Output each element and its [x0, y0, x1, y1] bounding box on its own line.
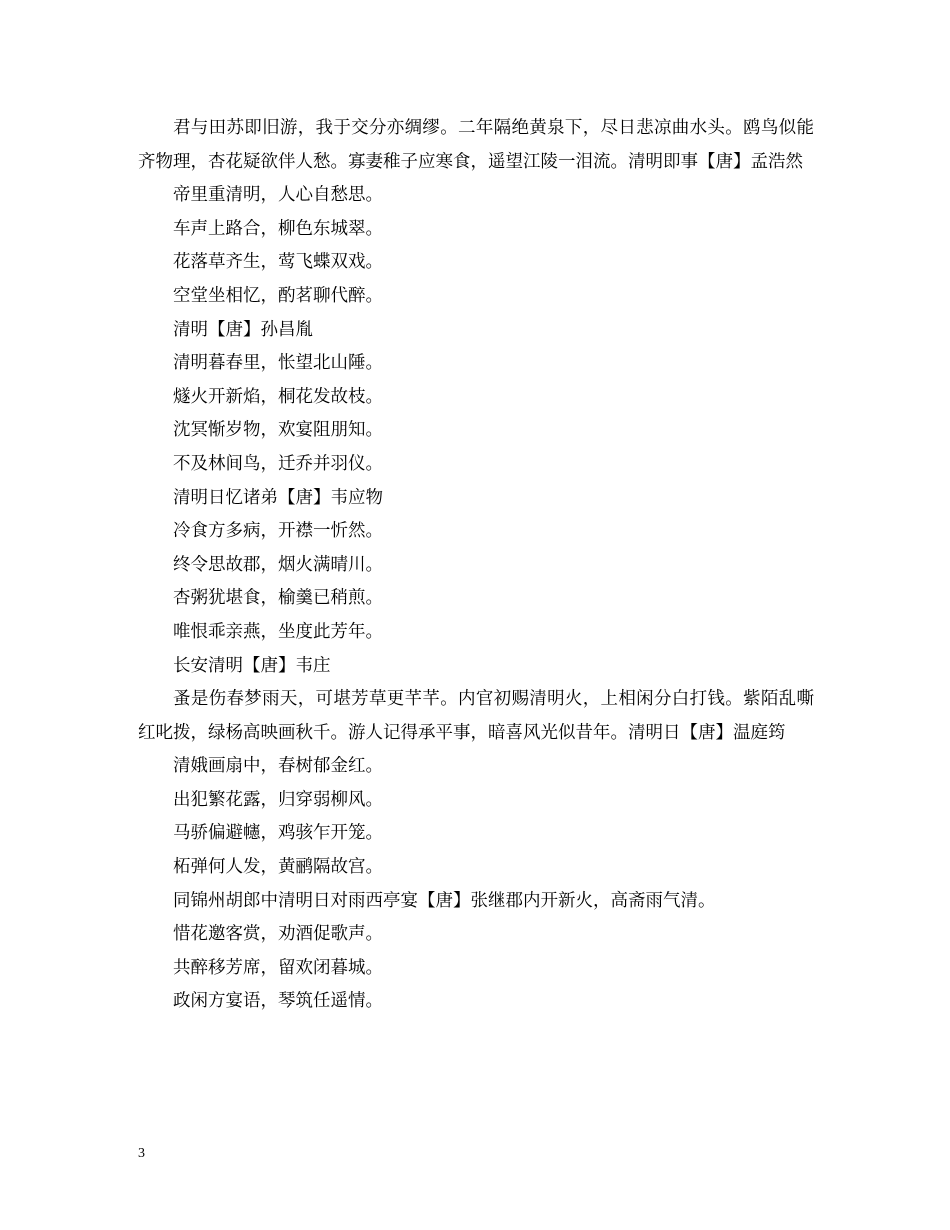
poem-line: 唯恨乖亲燕，坐度此芳年。	[173, 621, 383, 642]
poem-line: 沈冥惭岁物，欢宴阻朋知。	[173, 420, 383, 441]
poem-title: 清明日忆诸弟【唐】韦应物	[173, 487, 383, 508]
poem-line: 帝里重清明，人心自愁思。	[173, 185, 383, 206]
paragraph: 君与田苏即旧游，我于交分亦绸缪。二年隔绝黄泉下，尽日悲凉曲水头。鸥鸟似能齐物理，杏花疑欲伴人愁。寡妻稚子应寒食，遥望江陵一泪流。清明即事【唐】孟浩然	[138, 118, 814, 172]
poem-line: 同锦州胡郎中清明日对雨西亭宴【唐】张继郡内开新火，高斋雨气清。	[173, 890, 716, 911]
poem-title: 清明【唐】孙昌胤	[173, 319, 313, 340]
poem-line: 马骄偏避幰，鸡骇乍开笼。	[173, 823, 383, 844]
poem-line: 不及林间鸟，迁乔并羽仪。	[173, 453, 383, 474]
poem-line: 车声上路合，柳色东城翠。	[173, 218, 383, 239]
poem-line: 冷食方多病，开襟一忻然。	[173, 521, 383, 542]
document-body	[138, 112, 814, 1019]
poem-line: 出犯繁花露，归穿弱柳风。	[173, 789, 383, 810]
poem-line: 清明暮春里，怅望北山陲。	[173, 353, 383, 374]
poem-line: 清娥画扇中，春树郁金红。	[173, 756, 383, 777]
poem-line: 共醉移芳席，留欢闭暮城。	[173, 957, 383, 978]
paragraph: 蚤是伤春梦雨天，可堪芳草更芊芊。内官初赐清明火，上相闲分白打钱。紫陌乱嘶红叱拨，绿杨高映画秋千。游人记得承平事，暗喜风光似昔年。清明日【唐】温庭筠	[138, 689, 814, 743]
poem-line: 花落草齐生，莺飞蝶双戏。	[173, 252, 383, 273]
poem-line: 柘弹何人发，黄鹂隔故宫。	[173, 857, 383, 878]
poem-line: 杏粥犹堪食，榆羹已稍煎。	[173, 588, 383, 609]
poem-line: 燧火开新焰，桐花发故枝。	[173, 386, 383, 407]
poem-line: 终令思故郡，烟火满晴川。	[173, 554, 383, 575]
poem-line: 政闲方宴语，琴筑任遥情。	[173, 991, 383, 1012]
poem-title: 长安清明【唐】韦庄	[173, 655, 331, 676]
page-number: 3	[138, 1146, 145, 1161]
poem-line: 空堂坐相忆，酌茗聊代醉。	[173, 285, 383, 306]
poem-line: 惜花邀客赏，劝酒促歌声。	[173, 924, 383, 945]
